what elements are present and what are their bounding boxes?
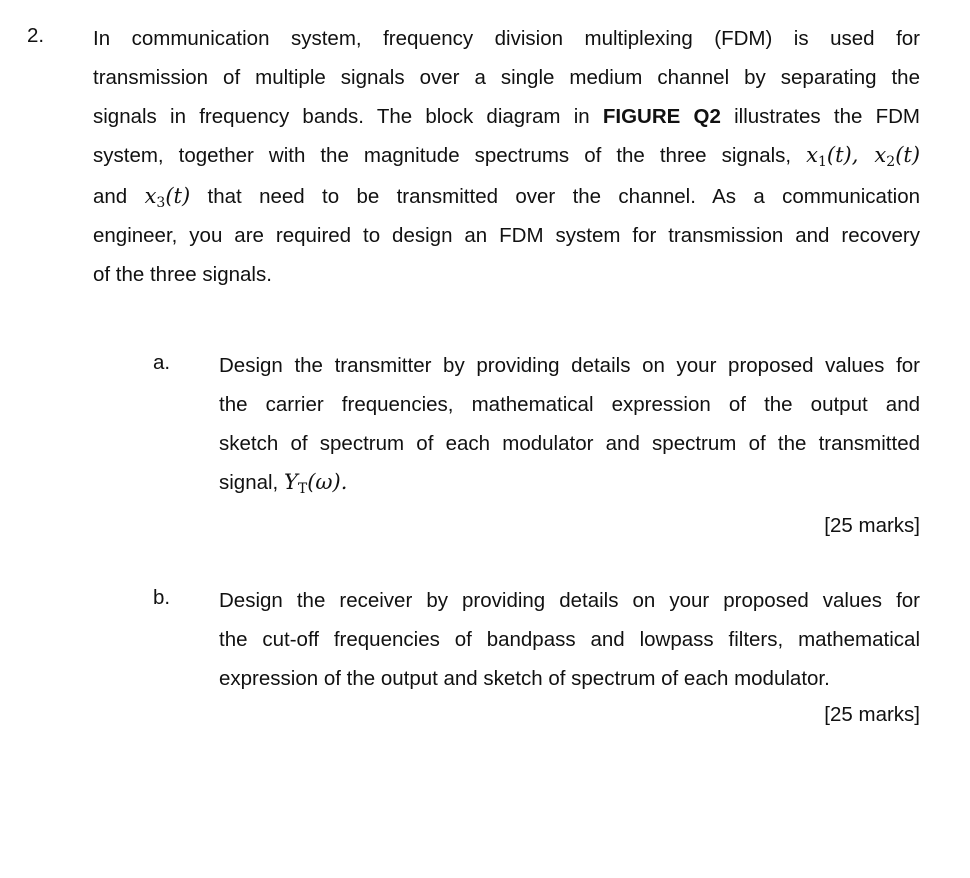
stem-text: system, together with the magnitude spectrums of the three signals, (93, 144, 792, 167)
stem-text: signals in frequency bands. The block diagram in (93, 105, 603, 128)
part-a-text (219, 351, 920, 507)
part-line: the carrier frequencies, mathematical expression of the output and (219, 393, 920, 416)
signal-x2: $x_2(t)$ (874, 143, 921, 170)
part-b-marks: [25 marks] (824, 703, 920, 726)
question-stem (93, 24, 920, 299)
signal-x3: $x_3(t)$ (144, 184, 191, 211)
stem-line: engineer, you are required to design an FDM system for transmission and recovery (93, 224, 920, 247)
stem-text: illustrates the FDM (720, 105, 920, 128)
stem-line (93, 182, 920, 211)
stem-line: transmission of multiple signals over a single medium channel by separating the (93, 66, 920, 89)
stem-line (93, 141, 920, 170)
figure-reference: FIGURE Q2 (602, 105, 721, 128)
part-line: the cut-off frequencies of bandpass and lowpass filters, mathematical (219, 628, 920, 651)
part-a-marks: [25 marks] (824, 514, 920, 537)
part-line: Design the transmitter by providing details on your proposed values for (219, 354, 920, 377)
part-a-label: a. (153, 351, 171, 374)
part-line: sketch of spectrum of each modulator and spectrum of the transmitted (219, 432, 920, 455)
part-text: signal, (219, 471, 279, 494)
part-line (219, 468, 920, 497)
transmitted-spectrum-symbol: $Y_T(\omega)$. (283, 470, 348, 497)
question-number: 2. (27, 24, 45, 47)
stem-line (93, 102, 920, 131)
part-b-text (219, 586, 920, 703)
part-line: Design the receiver by providing details on your proposed values for (219, 589, 920, 612)
signal-x1: $x_1(t)$, $x_2(t)$ (806, 143, 921, 170)
stem-text: and (93, 185, 128, 208)
part-line: expression of the output and sketch of spectrum of each modulator. (219, 667, 830, 690)
stem-text: that need to be transmitted over the channel. As a communication (207, 185, 921, 208)
stem-line: In communication system, frequency division multiplexing (FDM) is used for (93, 27, 920, 50)
part-b-label: b. (153, 586, 171, 609)
stem-line: of the three signals. (93, 263, 272, 286)
